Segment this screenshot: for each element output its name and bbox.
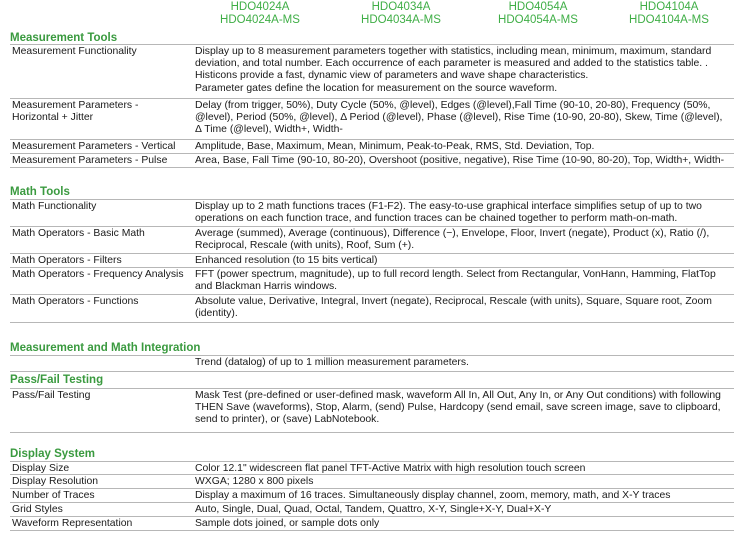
model-column-2 — [336, 1, 466, 27]
spec-label: Measurement Functionality — [12, 46, 137, 57]
spec-label: Measurement Parameters - Horizontal + Jitter — [12, 100, 139, 124]
spec-row — [10, 99, 734, 140]
model-ms-name: HDO4024A-MS — [220, 14, 300, 26]
section-title-measurement-math-integration: Measurement and Math Integration — [10, 342, 201, 354]
spec-value: Trend (datalog) of up to 1 million measurement parameters. — [195, 357, 469, 368]
spec-row — [10, 154, 734, 168]
spec-value: Average (summed), Average (continuous), Difference (−), Envelope, Floor, Invert (negate), Product (x), Ratio (/), Reciprocal, Rescale (with units), Roof, Sum (+). — [195, 228, 710, 252]
spec-row — [10, 295, 734, 323]
section-title-pass-fail-testing: Pass/Fail Testing — [10, 374, 104, 386]
spec-row — [10, 227, 734, 254]
spec-row — [10, 503, 734, 517]
model-name: HDO4104A — [639, 1, 699, 13]
spec-row — [10, 388, 734, 433]
spec-value: Delay (from trigger, 50%), Duty Cycle (50%, @level), Edges (@level),Fall Time (90-10, 20-80), Frequency (50%, @level), Period (50%, @level), Δ Period (@level), Phase (@level), Rise Time (10-90, 20-80), Skew, Time (@level), Δ Time (@level), Width+, Width- — [195, 100, 723, 136]
model-name: HDO4054A — [508, 1, 568, 13]
spec-label: Display Resolution — [12, 476, 99, 487]
spec-row — [10, 199, 734, 227]
section-title-display-system: Display System — [10, 448, 96, 460]
spec-label: Math Operators - Frequency Analysis — [12, 269, 184, 280]
spec-label: Measurement Parameters - Vertical — [12, 141, 176, 152]
spec-label: Display Size — [12, 463, 70, 474]
spec-label: Math Functionality — [12, 201, 97, 212]
spec-label: Number of Traces — [12, 490, 95, 501]
model-column-1 — [195, 1, 325, 27]
model-ms-name: HDO4104A-MS — [629, 14, 709, 26]
spec-value: Color 12.1" widescreen flat panel TFT-Active Matrix with high resolution touch screen — [195, 463, 586, 474]
model-ms-name: HDO4054A-MS — [498, 14, 578, 26]
model-name: HDO4024A — [230, 1, 290, 13]
spec-row — [10, 461, 734, 475]
spec-value: Display up to 8 measurement parameters together with statistics, including mean, minimum, maximum, standard deviation, and total number. Each occurrence of each parameter is measured and added to the statistics table. . Histicons provide a fast, dynamic view of parameters and wave shape characteristics. Parameter gates define the location for measurement on the source waveform. — [195, 46, 712, 94]
model-header — [0, 1, 747, 31]
spec-row — [10, 44, 734, 99]
section-title-math-tools: Math Tools — [10, 186, 70, 198]
model-column-4 — [604, 1, 734, 27]
spec-value: Amplitude, Base, Maximum, Mean, Minimum, Peak-to-Peak, RMS, Std. Deviation, Top. — [195, 141, 595, 152]
spec-value: Sample dots joined, or sample dots only — [195, 518, 380, 529]
model-column-3 — [473, 1, 603, 27]
spec-row — [10, 517, 734, 531]
spec-value: Mask Test (pre-defined or user-defined mask, waveform All In, All Out, Any In, or Any Out conditions) with following THEN Save (waveforms), Stop, Alarm, (send) Pulse, Hardcopy (send email, save screen image, save to clipboard, send to printer), or (save) LabNotebook. — [195, 390, 721, 426]
spec-value: Display up to 2 math functions traces (F1-F2). The easy-to-use graphical interface simplifies setup of up to two operations on each function trace, and function traces can be chained together to perform math-on-math. — [195, 201, 702, 225]
spec-value: Area, Base, Fall Time (90-10, 80-20), Overshoot (positive, negative), Rise Time (10-90, 80-20), Top, Width+, Width- — [195, 155, 725, 166]
spec-value: Display a maximum of 16 traces. Simultaneously display channel, zoom, memory, math, and X-Y traces — [195, 490, 671, 501]
spec-label: Grid Styles — [12, 504, 63, 515]
spec-row — [10, 254, 734, 268]
spec-label: Math Operators - Filters — [12, 255, 122, 266]
spec-label: Waveform Representation — [12, 518, 133, 529]
section-title-measurement-tools: Measurement Tools — [10, 32, 118, 44]
spec-row — [10, 268, 734, 295]
spec-label: Math Operators - Functions — [12, 296, 139, 307]
spec-label: Pass/Fail Testing — [12, 390, 91, 401]
model-ms-name: HDO4034A-MS — [361, 14, 441, 26]
spec-value: Auto, Single, Dual, Quad, Octal, Tandem, Quattro, X-Y, Single+X-Y, Dual+X-Y — [195, 504, 552, 515]
spec-value: FFT (power spectrum, magnitude), up to full record length. Select from Rectangular, VonHann, Hamming, FlatTop and Blackman Harris windows. — [195, 269, 716, 293]
spec-value: Absolute value, Derivative, Integral, Invert (negate), Reciprocal, Rescale (with units), Square, Square root, Zoom (identity). — [195, 296, 712, 320]
spec-row — [10, 475, 734, 489]
spec-row — [10, 489, 734, 503]
spec-value: WXGA; 1280 x 800 pixels — [195, 476, 314, 487]
spec-row — [10, 140, 734, 154]
spec-row — [10, 355, 734, 372]
spec-label: Measurement Parameters - Pulse — [12, 155, 168, 166]
spec-label: Math Operators - Basic Math — [12, 228, 145, 239]
spec-value: Enhanced resolution (to 15 bits vertical) — [195, 255, 378, 266]
model-name: HDO4034A — [371, 1, 431, 13]
